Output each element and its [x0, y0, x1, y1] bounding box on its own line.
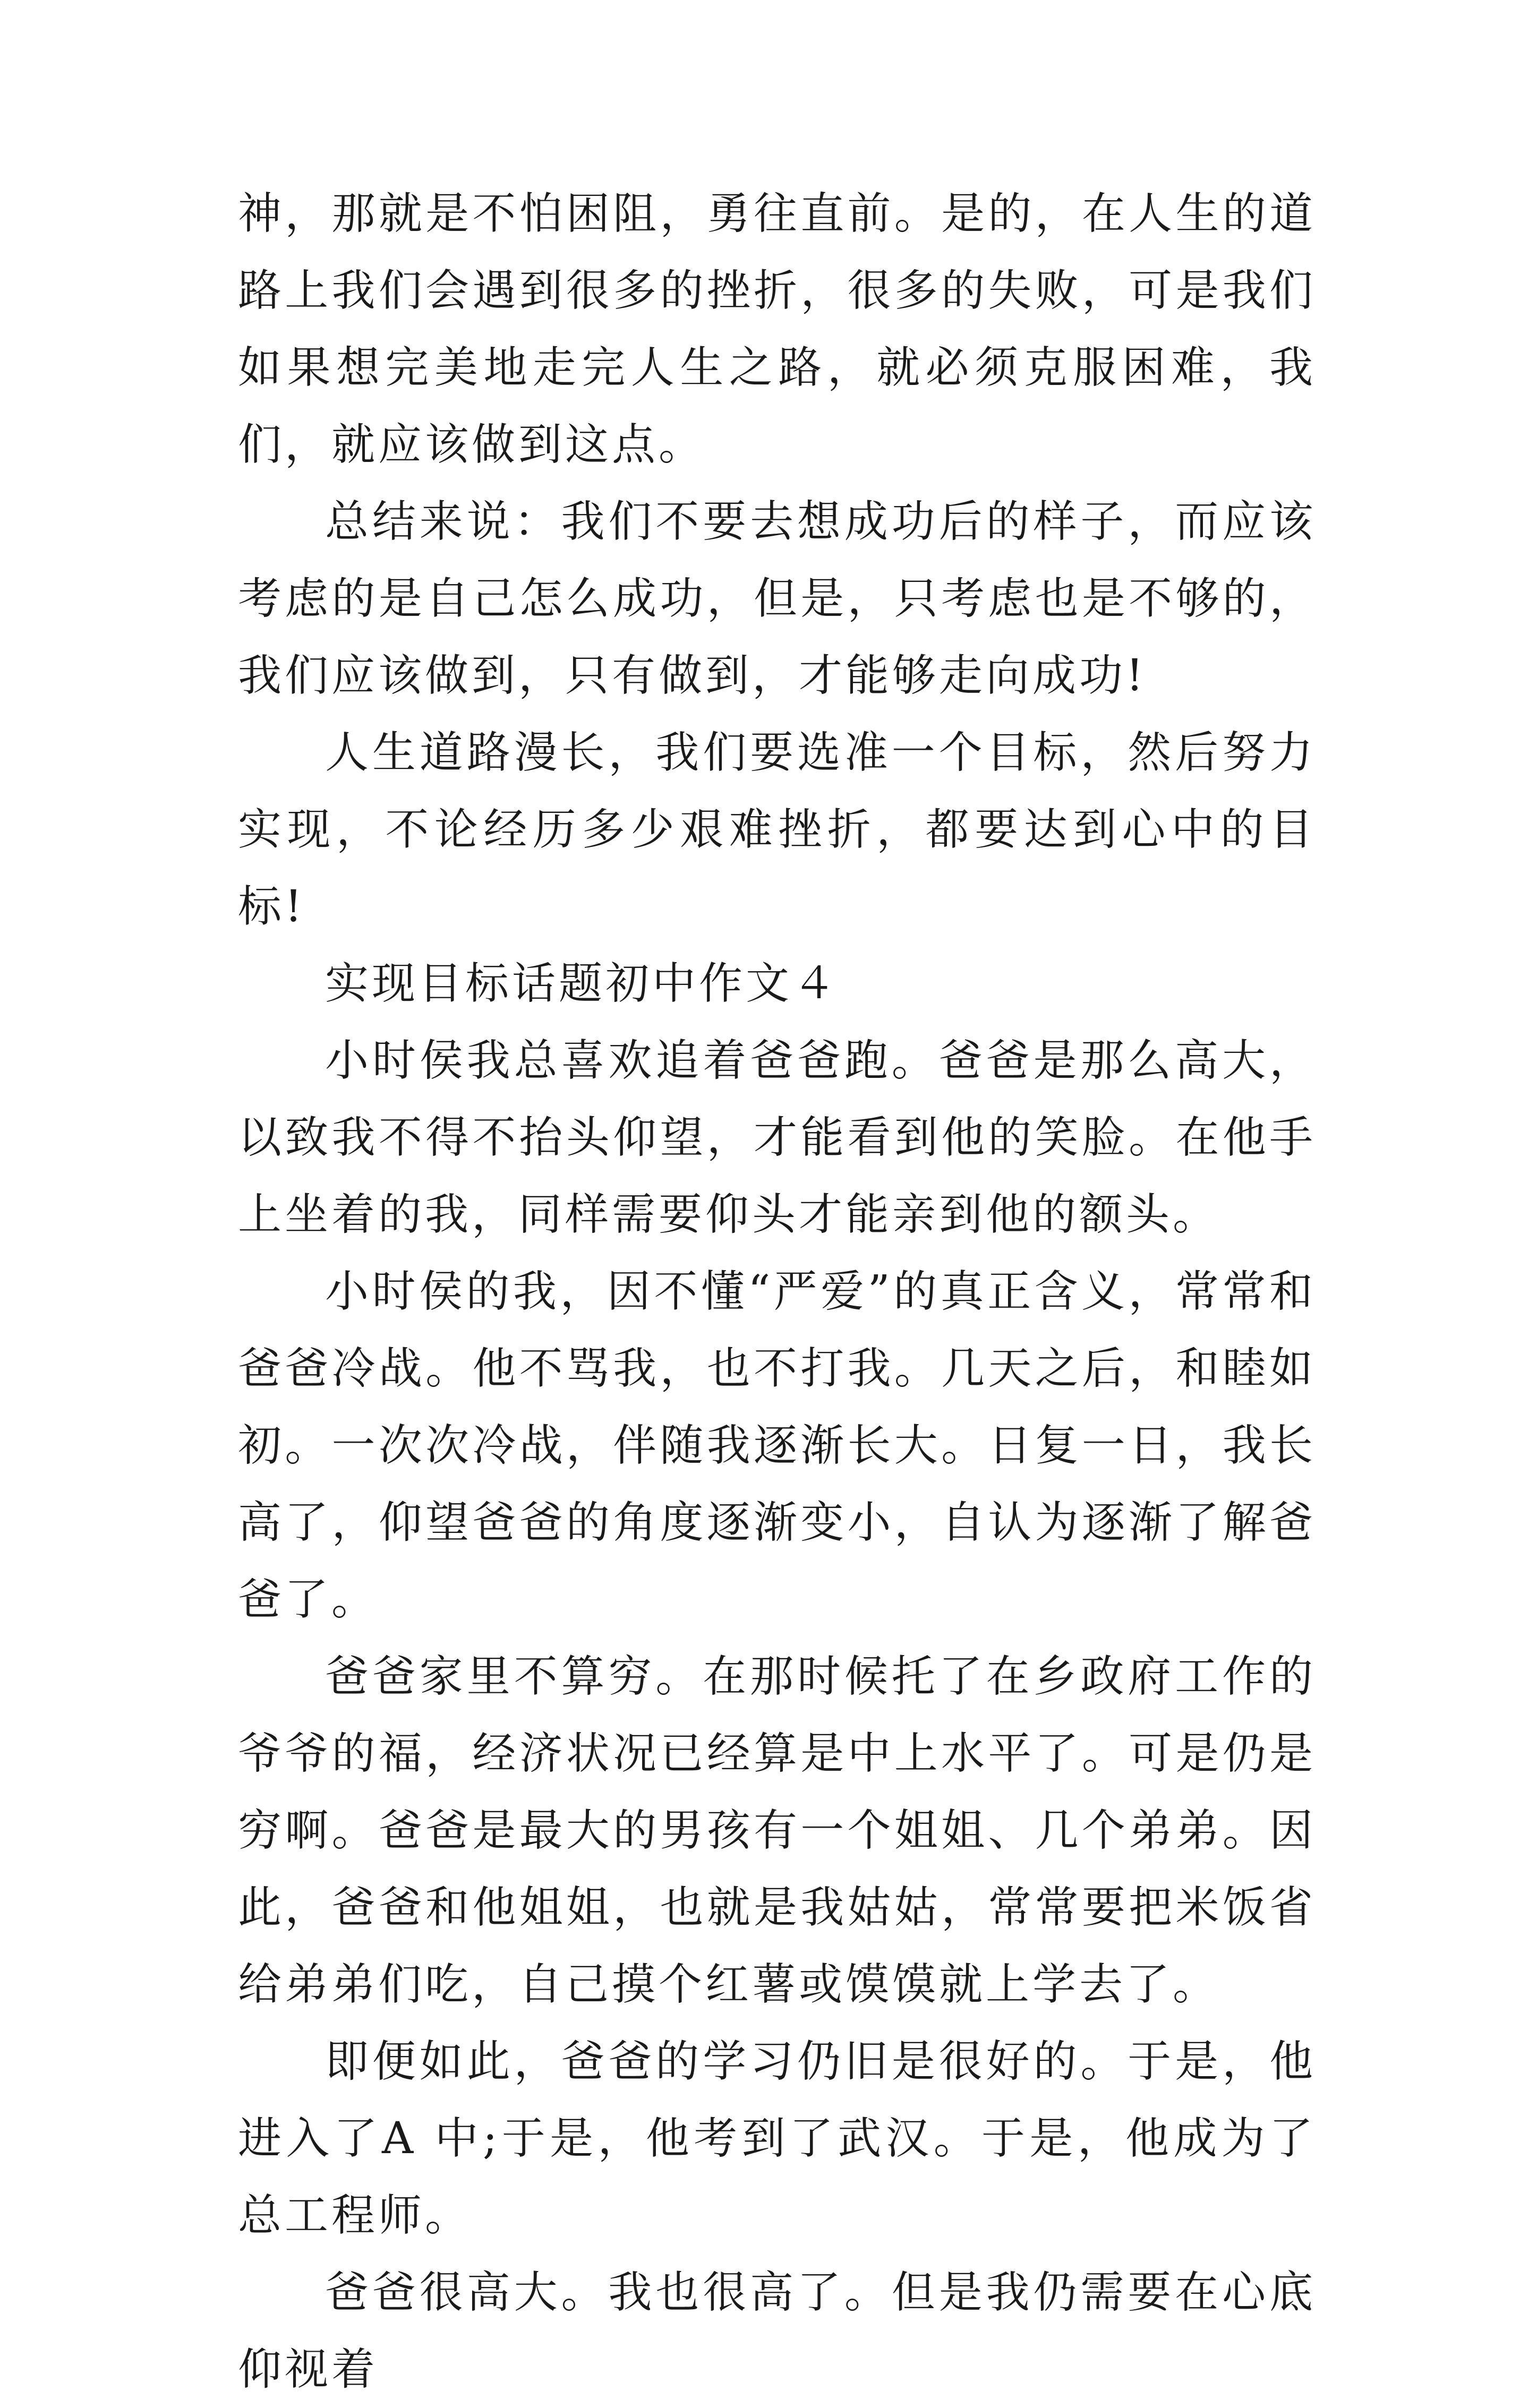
paragraph-3: 人生道路漫长，我们要选准一个目标，然后努力实现，不论经历多少艰难挫折，都要达到心中的目标!: [238, 727, 1316, 932]
paragraph-2: 总结来说：我们不要去想成功后的样子，而应该考虑的是自己怎么成功，但是，只考虑也是不够的，我们应该做到，只有做到，才能够走向成功!: [238, 496, 1316, 701]
paragraph-5: 小时侯我总喜欢追着爸爸跑。爸爸是那么高大，以致我不得不抬头仰望，才能看到他的笑脸。在他手上坐着的我，同样需要仰头才能亲到他的额头。: [238, 1035, 1316, 1240]
paragraph-6: 小时侯的我，因不懂“严爱”的真正含义，常常和爸爸冷战。他不骂我，也不打我。几天之后，和睦如初。一次次冷战，伴随我逐渐长大。日复一日，我长高了，仰望爸爸的角度逐渐变小，自认为逐渐了解爸爸了。: [238, 1266, 1316, 1625]
paragraph-8: 即便如此，爸爸的学习仍旧是很好的。于是，他进入了A 中;于是，他考到了武汉。于是，他成为了总工程师。: [238, 2036, 1316, 2241]
paragraph-9: 爸爸很高大。我也很高了。但是我仍需要在心底仰视着: [238, 2267, 1316, 2395]
document-body: [238, 175, 1316, 2408]
paragraph-7: 爸爸家里不算穷。在那时候托了在乡政府工作的爷爷的福，经济状况已经算是中上水平了。可是仍是穷啊。爸爸是最大的男孩有一个姐姐、几个弟弟。因此，爸爸和他姐姐，也就是我姑姑，常常要把米饭省给弟弟们吃，自己摸个红薯或馍馍就上学去了。: [238, 1651, 1316, 2010]
essay-heading: 实现目标话题初中作文４: [325, 958, 840, 1009]
paragraph-1: 神，那就是不怕困阻，勇往直前。是的，在人生的道路上我们会遇到很多的挫折，很多的失败，可是我们如果想完美地走完人生之路，就必须克服困难，我们，就应该做到这点。: [238, 188, 1316, 470]
